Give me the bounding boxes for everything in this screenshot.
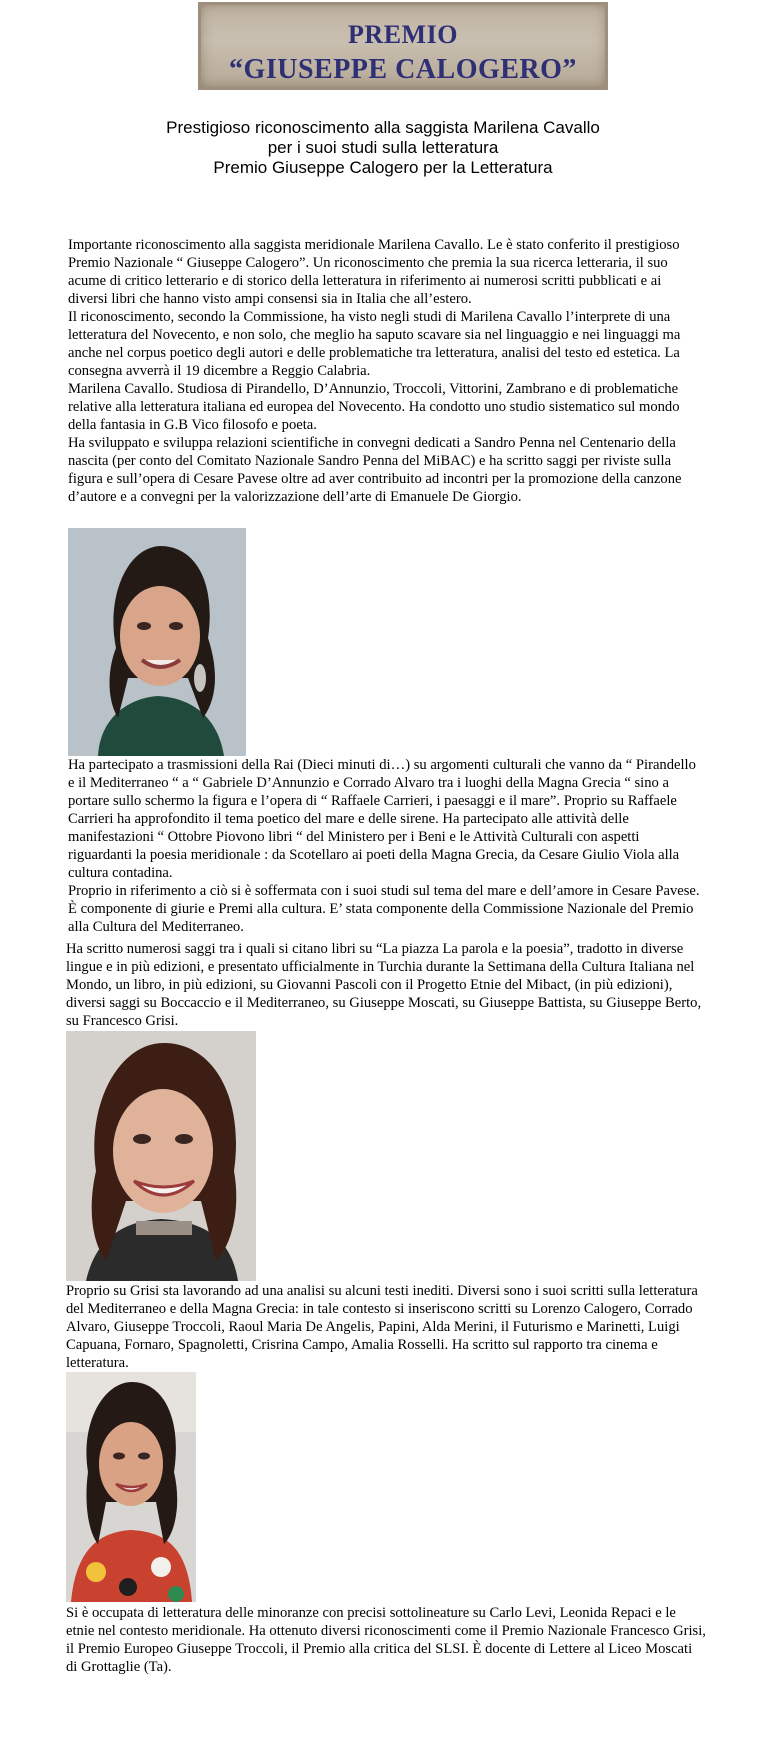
paragraph: Ha scritto numerosi saggi tra i quali si citano libri su “La piazza La parola e la poesia”, tradotto in diverse lingue e in più edizioni, e presentato ufficialmente in Turchia durante la Settimana della Cultura Italiana nel Mondo, un libro, in più edizioni, su Giovanni Pascoli con il Progetto Etnie del Mibact, (in più edizioni), diversi saggi su Boccaccio e il Mediterraneo, su Giuseppe Moscati, su Giuseppe Battista, su Giuseppe Berto, su Francesco Grisi. xyxy=(66,941,702,1029)
paragraph: Marilena Cavallo. Studiosa di Pirandello, D’Annunzio, Troccoli, Vittorini, Zambrano e di problematiche relative alla letteratura italiana ed europea del Novecento. Ha condotto uno studio sistematico sul mondo della fantasia in G.B Vico filosofo e poeta. xyxy=(68,381,680,433)
article-section-1 xyxy=(68,236,700,506)
article-section-3 xyxy=(66,940,706,1030)
paragraph: Si è occupata di letteratura delle minoranze con precisi sottolineature su Carlo Levi, Leonida Repaci e le etnie nel contesto meridionale. Ha ottenuto diversi riconoscimenti come il Premio Nazionale Francesco Grisi, il Premio Europeo Giuseppe Troccoli, il Premio alla critica del SLSI. È docente di Lettere al Liceo Moscati di Grottaglie (Ta). xyxy=(66,1605,706,1675)
portrait-photo-2 xyxy=(66,1031,256,1281)
headline-line-3: Premio Giuseppe Calogero per la Letteratura xyxy=(213,158,553,177)
article-section-2 xyxy=(68,756,704,936)
paragraph: Il riconoscimento, secondo la Commissione, ha visto negli studi di Marilena Cavallo l’interprete di una letteratura del Novecento, e non solo, che meglio ha saputo scavare sia nel linguaggio e nei linguaggi ma anche nel corpus poetico degli autori e delle problematiche tra letteratura, analisi del testo ed estetica. La consegna avverrà il 19 dicembre a Reggio Calabria. xyxy=(68,309,681,379)
paragraph: Proprio in riferimento a ciò si è soffermata con i suoi studi sul tema del mare e dell’amore in Cesare Pavese. È componente di giurie e Premi alla cultura. E’ stata componente della Commissione Nazionale del Premio alla Cultura del Mediterraneo. xyxy=(68,883,700,935)
paragraph: Proprio su Grisi sta lavorando ad una analisi su alcuni testi inediti. Diversi sono i suoi scritti sulla letteratura del Mediterraneo e della Magna Grecia: in tale contesto si inseriscono scritti su Lorenzo Calogero, Corrado Alvaro, Giuseppe Troccoli, Raoul Maria De Angelis, Papini, Alda Merini, il Futurismo e Marinetti, Luigi Capuana, Fornaro, Spagnoletti, Crisrina Campo, Amalia Rosselli. Ha scritto sul rapporto tra cinema e letteratura. xyxy=(66,1283,698,1371)
portrait-photo-1 xyxy=(68,528,246,756)
paragraph: Ha partecipato a trasmissioni della Rai (Dieci minuti di…) su argomenti culturali che vanno da “ Pirandello e il Mediterraneo “ a “ Gabriele D’Annunzio e Corrado Alvaro tra i luoghi della Magna Grecia “ sino a portare sullo schermo la figura e l’opera di “ Raffaele Carrieri, i paesaggi e il mare”. Proprio su Raffaele Carrieri ha approfondito il tema poetico del mare e delle sirene. Ha partecipato alle attività delle manifestazioni “ Ottobre Piovono libri “ del Ministero per i Beni e le Attività Culturali con aspetti riguardanti la poesia meridionale : da Scotellaro ai poeti della Magna Grecia, da Cesare Giulio Viola alla cultura contadina. xyxy=(68,757,696,881)
banner-subtitle: “GIUSEPPE CALOGERO” xyxy=(229,54,577,85)
paragraph: Ha sviluppato e sviluppa relazioni scientifiche in convegni dedicati a Sandro Penna nel Centenario della nascita (per conto del Comitato Nazionale Sandro Penna del MiBAC) e ha scritto saggi per riviste sulla figura e sull’opera di Cesare Pavese oltre ad aver contribuito ad incontri per la promozione della canzone d’autore e a convegni per la valorizzazione dell’arte di Emanuele De Giorgio. xyxy=(68,435,682,505)
paragraph: Importante riconoscimento alla saggista meridionale Marilena Cavallo. Le è stato conferito il prestigioso Premio Nazionale “ Giuseppe Calogero”. Un riconoscimento che premia la sua ricerca letteraria, il suo acume di critico letterario e di storico della letteratura in riferimento ai numerosi scritti pubblicati e ai diversi libri che hanno visto ampi consensi sia in Italia che all’estero. xyxy=(68,237,680,307)
premio-banner xyxy=(198,2,608,90)
banner-title: PREMIO xyxy=(348,20,458,49)
article-section-4 xyxy=(66,1282,706,1372)
headline-line-2: per i suoi studi sulla letteratura xyxy=(267,138,499,157)
portrait-photo-3 xyxy=(66,1372,196,1602)
headline-line-1: Prestigioso riconoscimento alla saggista Marilena Cavallo xyxy=(166,118,600,137)
article-section-5 xyxy=(66,1604,706,1676)
headline xyxy=(100,118,666,178)
